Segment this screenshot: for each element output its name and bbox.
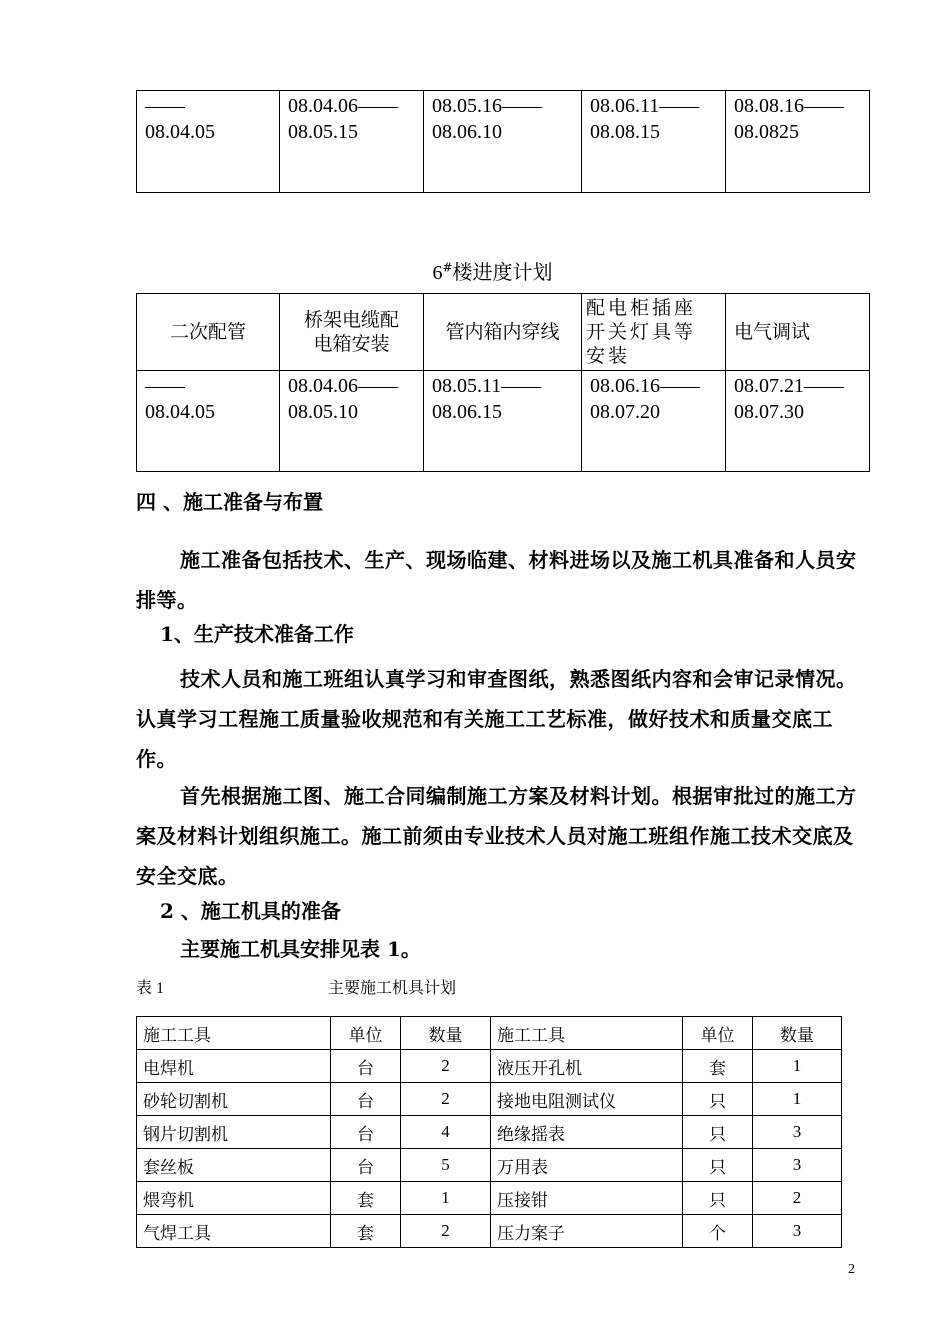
table-row	[137, 1215, 842, 1248]
header-cell: 配电柜插座 开关灯具等 安装	[582, 294, 726, 371]
schedule-cell: 08.08.16—— 08.0825	[726, 91, 870, 193]
body-paragraph: 首先根据施工图、施工合同编制施工方案及材料计划。根据审批过的施工方案及材料计划组织施工。施工前须由专业技术人员对施工班组作施工技术交底及安全交底。	[136, 784, 857, 888]
tool-name: 接地电阻测试仪	[491, 1083, 683, 1116]
table-header-row	[137, 1017, 842, 1050]
body-paragraph: 技术人员和施工班组认真学习和审查图纸，熟悉图纸内容和会审记录情况。认真学习工程施工质量验收规范和有关施工工艺标准，做好技术和质量交底工作。	[136, 667, 857, 771]
header-cell: 管内箱内穿线	[424, 294, 582, 371]
tool-name: 压力案子	[491, 1215, 683, 1248]
table-row	[137, 1149, 842, 1182]
tool-name: 压接钳	[491, 1182, 683, 1215]
header-cell: 施工工具	[491, 1017, 683, 1050]
tool-unit: 套	[331, 1215, 401, 1248]
header-cell: 桥架电缆配 电箱安装	[280, 294, 424, 371]
table-row	[137, 1050, 842, 1083]
tool-name: 气焊工具	[137, 1215, 331, 1248]
header-cell: 单位	[331, 1017, 401, 1050]
page-number: 2	[848, 1262, 855, 1277]
header-cell: 单位	[683, 1017, 753, 1050]
tool-qty: 1	[753, 1083, 842, 1116]
tool-qty: 2	[753, 1182, 842, 1215]
tool-qty: 5	[401, 1149, 491, 1182]
tool-name: 套丝板	[137, 1149, 331, 1182]
tool-name: 液压开孔机	[491, 1050, 683, 1083]
header-cell: 施工工具	[137, 1017, 331, 1050]
tool-unit: 只	[683, 1182, 753, 1215]
header-cell: 二次配管	[137, 294, 280, 371]
body-paragraph: 主要施工机具安排见表 1。	[180, 937, 421, 961]
tool-qty: 2	[401, 1215, 491, 1248]
tool-unit: 个	[683, 1215, 753, 1248]
table-row	[137, 1116, 842, 1149]
tool-unit: 台	[331, 1083, 401, 1116]
schedule-cell: —— 08.04.05	[137, 91, 280, 193]
tool-qty: 3	[753, 1116, 842, 1149]
schedule-cell: 08.05.16—— 08.06.10	[424, 91, 582, 193]
tool-qty: 2	[401, 1083, 491, 1116]
tool-qty: 2	[401, 1050, 491, 1083]
tool-qty: 3	[753, 1215, 842, 1248]
schedule-cell: —— 08.04.05	[137, 371, 280, 472]
schedule-table-6	[136, 293, 870, 472]
table-row	[137, 1182, 842, 1215]
table-row	[137, 371, 870, 472]
header-cell: 数量	[753, 1017, 842, 1050]
tool-name: 煨弯机	[137, 1182, 331, 1215]
schedule-table-continued	[136, 90, 870, 193]
tool-qty: 1	[401, 1182, 491, 1215]
table-title: 主要施工机具计划	[328, 978, 457, 997]
table-header-row	[137, 294, 870, 371]
intro-paragraph: 施工准备包括技术、生产、现场临建、材料进场以及施工机具准备和人员安排等。	[136, 548, 857, 612]
subsection-heading: 1、生产技术准备工作	[160, 622, 354, 646]
tools-table	[136, 1016, 842, 1248]
tool-qty: 4	[401, 1116, 491, 1149]
table-row	[137, 1083, 842, 1116]
tool-unit: 只	[683, 1116, 753, 1149]
tool-qty: 3	[753, 1149, 842, 1182]
schedule-cell: 08.04.06—— 08.05.10	[280, 371, 424, 472]
header-cell: 电气调试	[726, 294, 870, 371]
tool-name: 钢片切割机	[137, 1116, 331, 1149]
table-label: 表 1	[136, 980, 165, 997]
tool-unit: 只	[683, 1083, 753, 1116]
tool-name: 砂轮切割机	[137, 1083, 331, 1116]
tool-unit: 只	[683, 1149, 753, 1182]
table-row	[137, 91, 870, 193]
schedule-cell: 08.07.21—— 08.07.30	[726, 371, 870, 472]
schedule-cell: 08.04.06—— 08.05.15	[280, 91, 424, 193]
schedule-title: 6#楼进度计划	[432, 260, 553, 284]
section-heading: 四 、施工准备与布置	[136, 490, 323, 514]
schedule-cell: 08.05.11—— 08.06.15	[424, 371, 582, 472]
subsection-heading: 2 、施工机具的准备	[160, 899, 341, 923]
tool-unit: 台	[331, 1116, 401, 1149]
header-cell: 数量	[401, 1017, 491, 1050]
schedule-cell: 08.06.16—— 08.07.20	[582, 371, 726, 472]
tool-name: 电焊机	[137, 1050, 331, 1083]
tool-unit: 台	[331, 1050, 401, 1083]
tool-name: 万用表	[491, 1149, 683, 1182]
tool-unit: 套	[331, 1182, 401, 1215]
tool-unit: 台	[331, 1149, 401, 1182]
tool-qty: 1	[753, 1050, 842, 1083]
schedule-cell: 08.06.11—— 08.08.15	[582, 91, 726, 193]
tool-unit: 套	[683, 1050, 753, 1083]
tool-name: 绝缘摇表	[491, 1116, 683, 1149]
